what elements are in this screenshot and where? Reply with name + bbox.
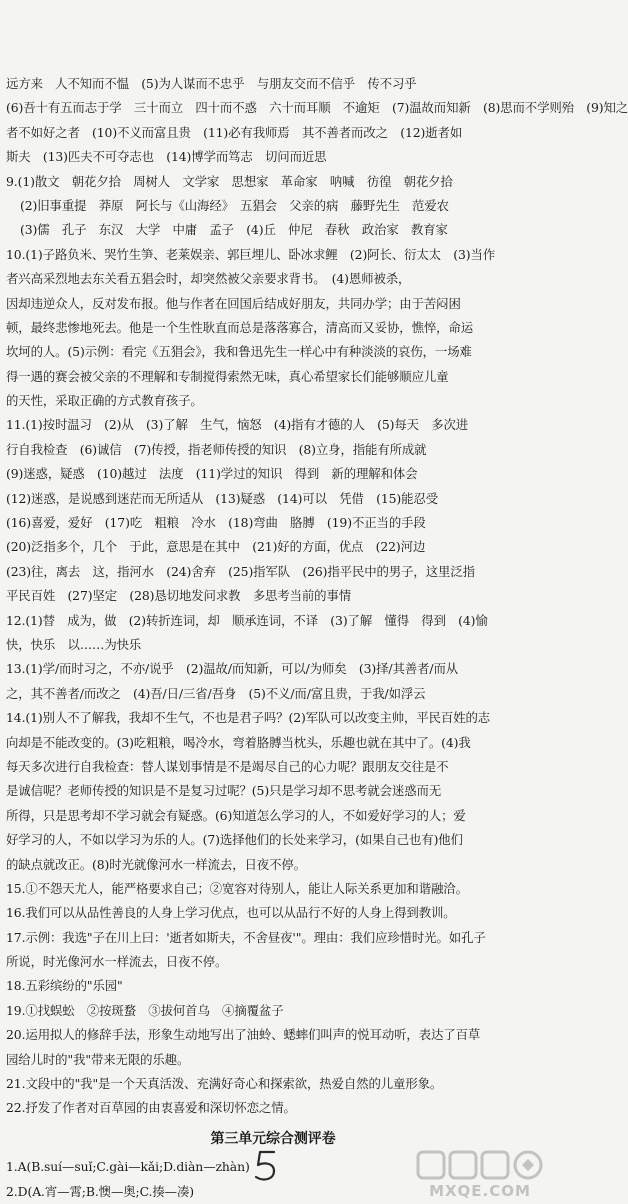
text-line: 向却是不能改变的。(3)吃粗粮，喝冷水，弯着胳膊当枕头，乐趣也就在其中了。(4)我 xyxy=(6,734,471,750)
text-line: 16.我们可以从品性善良的人身上学习优点，也可以从品行不好的人身上得到教训。 xyxy=(6,905,456,921)
watermark-logo xyxy=(412,1148,548,1200)
text-line: 19.①找蜈蚣 ②按斑蝥 ③拔何首乌 ④摘覆盆子 xyxy=(6,1002,284,1018)
text-line: 17.示例：我选"子在川上曰：'逝者如斯夫，不舍昼夜'"。理由：我们应珍惜时光。如孔子 xyxy=(6,929,486,945)
text-line: (3)儒 孔子 东汉 大学 中庸 孟子 (4)丘 仲尼 春秋 政治家 教育家 xyxy=(20,222,448,238)
text-line: 14.(1)别人不了解我，我却不生气，不也是君子吗？(2)军队可以改变主帅，平民百姓的志 xyxy=(6,710,491,726)
text-line: 21.文段中的"我"是一个天真活泼、充满好奇心和探索欲，热爱自然的儿童形象。 xyxy=(6,1076,443,1092)
text-line: 者不如好之者 (10)不义而富且贵 (11)必有我师焉 其不善者而改之 (12)逝者如 xyxy=(6,124,463,140)
text-line: (6)吾十有五而志于学 三十而立 四十而不惑 六十而耳顺 不逾矩 (7)温故而知新 (8)思而不学则殆 (9)知之 xyxy=(6,100,628,116)
answer-text xyxy=(6,72,628,1204)
text-line: 的缺点就改正。(8)时光就像河水一样流去，日夜不停。 xyxy=(6,856,306,872)
text-line: 20.运用拟人的修辞手法，形象生动地写出了油蛉、蟋蟀们叫声的悦耳动听，表达了百草 xyxy=(6,1027,481,1043)
text-line: 行自我检查 (6)诚信 (7)传授，指老师传授的知识 (8)立身，指能有所成就 xyxy=(6,441,427,457)
text-line: 斯夫 (13)匹夫不可夺志也 (14)博学而笃志 切问而近思 xyxy=(6,149,327,165)
text-line: (20)泛指多个，几个 于此，意思是在其中 (21)好的方面，优点 (22)河边 xyxy=(6,539,426,555)
text-line: 顿，最终悲惨地死去。他是一个生性耿直而总是落落寡合，清高而又妥协，憔悴，命运 xyxy=(6,319,474,335)
text-line: 22.抒发了作者对百草园的由衷喜爱和深切怀恋之情。 xyxy=(6,1100,296,1116)
text-line: 者兴高采烈地去东关看五猖会时，却突然被父亲要求背书。 (4)恩师被杀， xyxy=(6,271,411,287)
text-line: 2.D(A.宵—霄;B.懊—奥;C.揍—凑) xyxy=(6,1183,194,1199)
handwritten-page-number xyxy=(246,1146,286,1186)
text-line: 12.(1)替 成为，做 (2)转折连词，却 顺承连词，不译 (3)了解 懂得 得到 (4)愉 xyxy=(6,612,488,628)
text-line: 所得，只是思考却不学习就会有疑惑。(6)知道怎么学习的人，不如爱好学习的人；爱 xyxy=(6,807,466,823)
text-line: (16)喜爱，爱好 (17)吃 粗粮 冷水 (18)弯曲 胳膊 (19)不正当的手段 xyxy=(6,515,426,531)
text-line: 15.①不怨天尤人，能严格要求自己；②宽容对待别人，能让人际关系更加和谐融洽。 xyxy=(6,880,468,896)
text-line: 每天多次进行自我检查：替人谋划事情是不是竭尽自己的心力呢？跟朋友交往是不 xyxy=(6,758,449,774)
text-line: (2)旧事重提 莽原 阿长与《山海经》 五猖会 父亲的病 藤野先生 范爱农 xyxy=(20,197,449,213)
text-line: 远方来 人不知而不愠 (5)为人谋而不忠乎 与朋友交而不信乎 传不习乎 xyxy=(6,76,417,91)
text-line: (12)迷惑，是说感到迷茫而无所适从 (13)疑惑 (14)可以 凭借 (15)能忍受 xyxy=(6,490,438,506)
text-line: 得一遇的赛会被父亲的不理解和专制搅得索然无味，真心希望家长们能够顺应儿童 xyxy=(6,368,449,384)
text-line: 快，快乐 以……为快乐 xyxy=(6,636,142,652)
text-line: 10.(1)子路负米、哭竹生笋、老莱娱亲、郭巨埋儿、卧冰求鲤 (2)阿长、衍太太 (3)当作 xyxy=(6,246,496,262)
text-line: 好学习的人，不如以学习为乐的人。(7)选择他们的长处来学习，(如果自己也有)他们 xyxy=(6,832,463,848)
text-line: 的天性，采取正确的方式教育孩子。 xyxy=(6,393,203,409)
text-line: 18.五彩缤纷的"乐园" xyxy=(6,978,123,994)
text-line: 9.(1)散文 朝花夕拾 周树人 文学家 思想家 革命家 呐喊 彷徨 朝花夕拾 xyxy=(6,173,453,189)
text-line: 坎坷的人。(5)示例：看完《五猖会》，我和鲁迅先生一样心中有种淡淡的哀伤，一场难 xyxy=(6,344,472,360)
text-line: 所说，时光像河水一样流去，日夜不停。 xyxy=(6,954,228,970)
text-line: (23)往，离去 这，指河水 (24)舍弃 (25)指军队 (26)指平民中的男子，这里泛指 xyxy=(6,563,475,579)
text-line: 11.(1)按时温习 (2)从 (3)了解 生气，恼怒 (4)指有才德的人 (5)每天 多次进 xyxy=(6,417,469,433)
section-title: 第三单元综合测评卷 xyxy=(210,1130,336,1147)
text-line: 13.(1)学/而时习之，不亦/说乎 (2)温故/而知新，可以/为师矣 (3)择/其善者/而从 xyxy=(6,661,459,677)
text-line: 1.A(B.suí—suǐ;C.gài—kǎi;D.diàn—zhàn) xyxy=(6,1159,250,1175)
text-line: (9)迷惑，疑惑 (10)越过 法度 (11)学过的知识 得到 新的理解和体会 xyxy=(6,466,418,482)
text-line: 平民百姓 (27)坚定 (28)恳切地发问求教 多思考当前的事情 xyxy=(6,588,352,604)
watermark-icon xyxy=(412,1148,548,1184)
text-line: 是诚信呢？老师传授的知识是不是复习过呢？(5)只是学习却不思考就会迷惑而无 xyxy=(6,783,442,799)
text-line: 因却违逆众人，反对发布报。他与作者在回国后结成好朋友，共同办学；由于苦闷困 xyxy=(6,295,461,311)
text-line: 之，其不善者/而改之 (4)吾/日/三省/吾身 (5)不义/而/富且贵，于我/如浮云 xyxy=(6,685,426,701)
watermark-text: MXQE.COM xyxy=(429,1182,531,1200)
text-line: 园给儿时的"我"带来无限的乐趣。 xyxy=(6,1051,190,1067)
